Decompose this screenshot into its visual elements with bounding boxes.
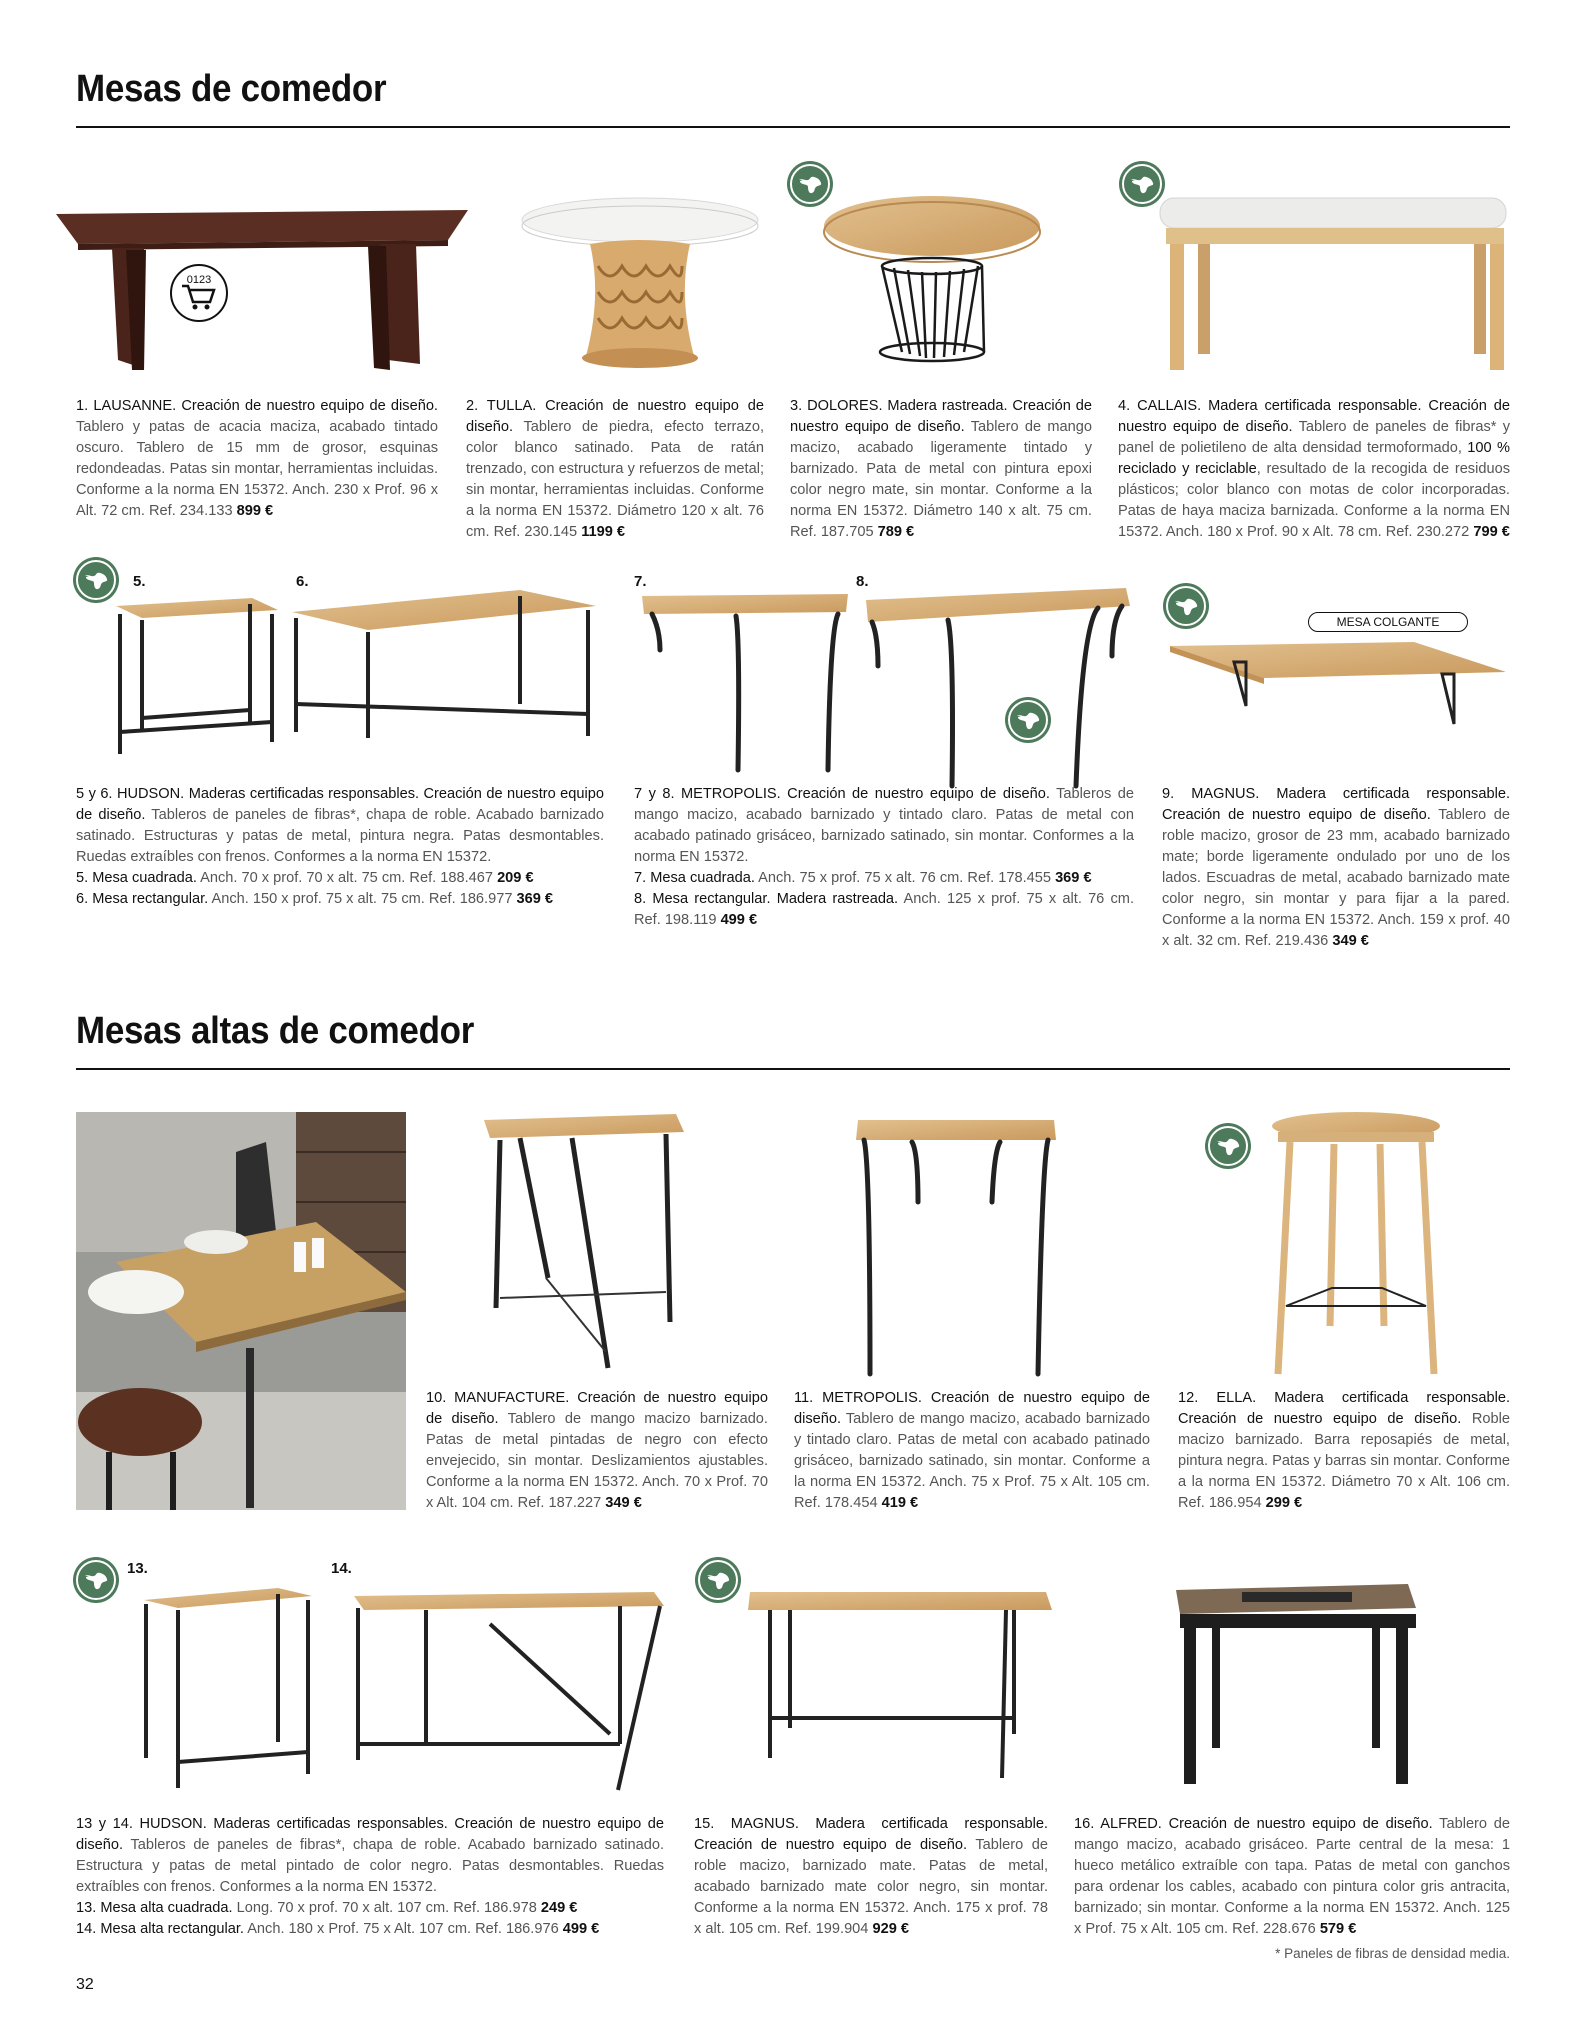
- product-price: 419 €: [881, 1495, 919, 1511]
- product-variant-text: Anch. 75 x prof. 75 x alt. 76 cm. Ref. 178.455: [758, 870, 1051, 886]
- section-rule: [76, 1068, 1510, 1070]
- product-description: [1162, 784, 1510, 952]
- item-number: 5.: [133, 573, 146, 590]
- alfred-high-table-image: [1172, 1580, 1420, 1788]
- hudson-high-square-table-image: [138, 1582, 318, 1794]
- product-text: Tablero de roble macizo, barnizado mate. Patas de metal, acabado barnizado mate color negro, sin montar. Conforme a la norma EN 15372. Anch. 175 x prof. 78 x alt. 105 cm. Ref. 199.904: [694, 1837, 1049, 1937]
- product-variant-text: Anch. 125 x prof. 75 x alt. 76 cm. Ref. 198.119: [634, 891, 1135, 928]
- metropolis-rectangular-table-image: [862, 586, 1134, 790]
- product-name: 2. TULLA. Creación de nuestro equipo de diseño.: [466, 398, 764, 435]
- product-price: 369 €: [516, 891, 554, 907]
- product-name: 1. LAUSANNE. Creación de nuestro equipo de diseño.: [76, 398, 438, 414]
- callais-table-image: [1158, 192, 1510, 374]
- product-name: 13 y 14. HUDSON. Maderas certificadas responsables. Creación de nuestro equipo de diseño.: [76, 1816, 664, 1853]
- product-text: Tableros de paneles de fibras*, chapa de roble. Acabado barnizado satinado. Estructura y patas de metal pintado de color negro. Patas desmontables. Ruedas extraíbles con frenos. Conformes a la norma EN 15372.: [76, 1837, 664, 1895]
- product-price: 299 €: [1265, 1495, 1303, 1511]
- product-variant-label: 13. Mesa alta cuadrada.: [76, 1900, 233, 1916]
- product-description: [426, 1388, 768, 1514]
- product-text: Tablero de piedra, efecto terrazo, color blanco satinado. Pata de ratán trenzado, con estructura y refuerzos de metal; sin montar, herramientas incluidas. Conforme a la norma EN 15372. Diámetro 120 x alt. 76 cm. Ref. 230.145: [466, 419, 764, 540]
- hudson-rectangular-table-image: [288, 586, 600, 742]
- product-description: [694, 1814, 1048, 1940]
- product-price: 579 €: [1319, 1921, 1357, 1937]
- product-text: , resultado de la recogida de residuos plásticos; color blanco con motas de color incorporadas. Patas de haya maciza barnizada. Conforme a la norma EN 15372. Anch. 180 x Prof. 90 x Alt. 78 cm. Ref. 230.272: [1118, 461, 1510, 540]
- product-text: Roble macizo barnizado. Barra reposapiés de metal, pintura negra. Patas y barras sin montar. Conforme a la norma EN 15372. Diámetro 70 x Alt. 106 cm. Ref. 186.954: [1178, 1411, 1510, 1511]
- product-description: [1178, 1388, 1510, 1514]
- section-title: Mesas de comedor: [76, 68, 387, 110]
- product-price: 929 €: [872, 1921, 910, 1937]
- metropolis-high-table-image: [852, 1112, 1060, 1380]
- cart-badge-label: 0123: [186, 274, 212, 286]
- product-description: [634, 784, 1134, 931]
- product-text: Tablero de paneles de fibras* y panel de polietileno de alta densidad termoformado,: [1118, 419, 1510, 456]
- product-name: 16. ALFRED. Creación de nuestro equipo de diseño.: [1074, 1816, 1433, 1832]
- lausanne-table-image: [48, 200, 478, 370]
- hudson-high-rectangular-table-image: [350, 1584, 668, 1794]
- product-description: [466, 396, 764, 543]
- product-variant-text: Anch. 150 x prof. 75 x alt. 75 cm. Ref. 186.977: [211, 891, 513, 907]
- product-price: 499 €: [562, 1921, 600, 1937]
- item-number: 6.: [296, 573, 309, 590]
- product-variant-text: Anch. 70 x prof. 70 x alt. 75 cm. Ref. 188.467: [200, 870, 493, 886]
- product-variant-label: 6. Mesa rectangular.: [76, 891, 209, 907]
- product-text: Tableros de paneles de fibras*, chapa de roble. Acabado barnizado satinado. Estructuras y patas de metal, pintura negra. Patas desmontables. Ruedas extraíbles con frenos. Conformes a la norma EN 15372.: [76, 807, 604, 865]
- product-text: Tablero de roble macizo, grosor de 23 mm, acabado barnizado mate; borde ligeramente ondulado por uno de los lados. Escuadras de metal, acabado barnizado mate color negro, sin montar y para fijar a la pared. Conforme a la norma EN 15372. Anch. 159 x prof. 40 x alt. 32 cm. Ref. 219.436: [1162, 807, 1511, 949]
- product-text: Tablero de mango macizo, acabado grisáceo. Parte central de la mesa: 1 hueco metálico extraíble con tapa. Patas de metal con ganchos para ordenar los cables, acabado con pintura color gris antracita, barnizado; sin montar. Conforme a la norma EN 15372. Anch. 125 x Prof. 75 x Alt. 105 cm. Ref. 228.676: [1074, 1816, 1511, 1937]
- product-name: 5 y 6. HUDSON. Maderas certificadas responsables. Creación de nuestro equipo de diseño.: [76, 786, 604, 823]
- product-description: [794, 1388, 1150, 1514]
- product-variant-label: 5. Mesa cuadrada.: [76, 870, 197, 886]
- hanging-table-badge: MESA COLGANTE: [1308, 612, 1468, 632]
- magnus-wall-table-image: [1164, 636, 1510, 746]
- product-variant-label: 7. Mesa cuadrada.: [634, 870, 755, 886]
- product-description: [76, 784, 604, 910]
- product-text: Tablero de mango macizo, acabado ligeramente tintado y barnizado. Pata de metal con pintura epoxi color negro mate, sin montar. Conforme a la norma EN 15372. Diámetro 140 x alt. 75 cm. Ref. 187.705: [790, 419, 1092, 540]
- product-variant-text: Anch. 180 x Prof. 75 x Alt. 107 cm. Ref. 186.976: [247, 1921, 559, 1937]
- eco-badge-icon: [72, 1556, 120, 1604]
- product-name: 11. METROPOLIS. Creación de nuestro equipo de diseño.: [794, 1390, 1150, 1427]
- product-name: 3. DOLORES. Madera rastreada. Creación de nuestro equipo de diseño.: [790, 398, 1092, 435]
- section-title: Mesas altas de comedor: [76, 1010, 475, 1052]
- product-description: [790, 396, 1092, 543]
- product-price: 1199 €: [581, 524, 626, 540]
- product-price: 789 €: [877, 524, 915, 540]
- product-variant-text: Long. 70 x prof. 70 x alt. 107 cm. Ref. 186.978: [236, 1900, 537, 1916]
- product-price: 209 €: [497, 870, 534, 886]
- dolores-table-image: [822, 192, 1042, 372]
- ella-high-table-image: [1264, 1110, 1448, 1380]
- product-name: 4. CALLAIS. Madera certificada responsable. Creación de nuestro equipo de diseño.: [1118, 398, 1510, 435]
- magnus-high-table-image: [746, 1588, 1054, 1784]
- cart-badge: [168, 262, 230, 324]
- eco-badge-icon: [1162, 582, 1210, 630]
- product-text: Tablero de mango macizo, acabado barnizado y tintado claro. Patas de metal con acabado patinado grisáceo, barnizado satinado, sin montar. Conforme a la norma EN 15372. Anch. 75 x Prof. 75 x Alt. 105 cm. Ref. 178.454: [794, 1411, 1150, 1511]
- item-number: 7.: [634, 573, 647, 590]
- lifestyle-photo: [76, 1112, 406, 1510]
- section-rule: [76, 126, 1510, 128]
- eco-badge-icon: [694, 1556, 742, 1604]
- hudson-square-table-image: [112, 592, 282, 764]
- product-name: 9. MAGNUS. Madera certificada responsable. Creación de nuestro equipo de diseño.: [1162, 786, 1510, 823]
- page-number: 32: [76, 1976, 94, 1993]
- eco-badge-icon: [1004, 696, 1052, 744]
- product-price: 249 €: [540, 1900, 578, 1916]
- eco-badge-icon: [1204, 1122, 1252, 1170]
- product-text: Tablero y patas de acacia maciza, acabado tintado oscuro. Tablero de 15 mm de grosor, esquinas redondeadas. Patas sin montar, herramientas incluidas. Conforme a la norma EN 15372. Anch. 230 x Prof. 96 x Alt. 72 cm. Ref. 234.133: [76, 419, 438, 519]
- item-number: 14.: [331, 1560, 352, 1577]
- manufacture-high-table-image: [476, 1108, 690, 1374]
- product-text: Tablero de mango macizo barnizado. Patas de metal pintadas de negro con efecto envejecido, sin montar. Deslizamientos ajustables. Conforme a la norma EN 15372. Anch. 70 x Prof. 70 x Alt. 104 cm. Ref. 187.227: [426, 1411, 768, 1511]
- product-name: 10. MANUFACTURE. Creación de nuestro equipo de diseño.: [426, 1390, 768, 1427]
- product-price: 349 €: [605, 1495, 642, 1511]
- product-description: [76, 396, 438, 522]
- product-price: 499 €: [720, 912, 758, 928]
- product-price: 799 €: [1473, 524, 1510, 540]
- product-name: 7 y 8. METROPOLIS. Creación de nuestro equipo de diseño.: [634, 786, 1050, 802]
- product-text: Tableros de mango macizo, acabado barnizado y tintado claro. Patas de metal con acabado patinado grisáceo, barnizado satinado, sin montar. Conformes a la norma EN 15372.: [634, 786, 1134, 865]
- product-price: 369 €: [1055, 870, 1092, 886]
- product-variant-label: 14. Mesa alta rectangular.: [76, 1921, 244, 1937]
- footnote: * Paneles de fibras de densidad media.: [1275, 1946, 1510, 1961]
- product-description: [1118, 396, 1510, 543]
- product-description: [1074, 1814, 1510, 1940]
- product-price: 349 €: [1332, 933, 1369, 949]
- item-number: 8.: [856, 573, 869, 590]
- product-description: [76, 1814, 664, 1940]
- tulla-table-image: [518, 196, 762, 374]
- product-variant-label: 8. Mesa rectangular. Madera rastreada.: [634, 891, 899, 907]
- product-name: 12. ELLA. Madera certificada responsable. Creación de nuestro equipo de diseño.: [1178, 1390, 1510, 1427]
- product-price: 899 €: [236, 503, 274, 519]
- product-highlight: 100 % reciclado y reciclable: [1118, 440, 1510, 477]
- metropolis-square-table-image: [640, 590, 850, 776]
- product-name: 15. MAGNUS. Madera certificada responsable. Creación de nuestro equipo de diseño.: [694, 1816, 1048, 1853]
- item-number: 13.: [127, 1560, 148, 1577]
